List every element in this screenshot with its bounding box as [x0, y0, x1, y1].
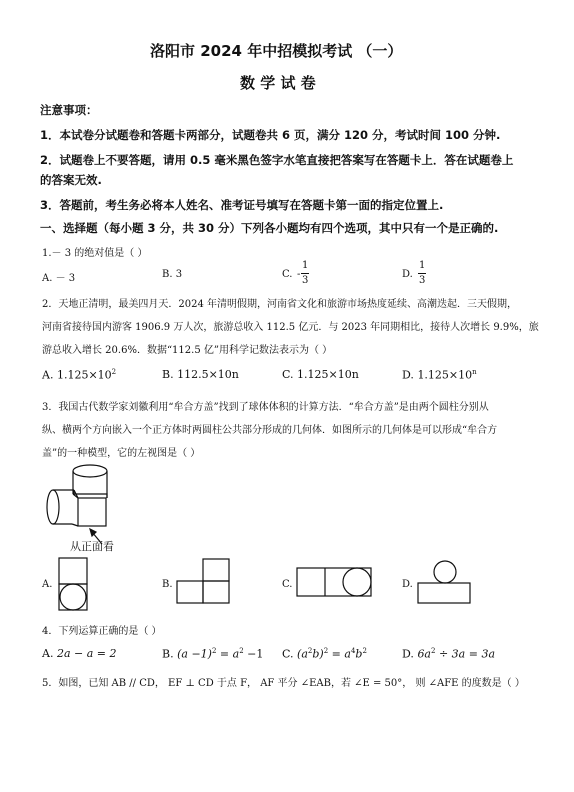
- option-value: － 3: [55, 273, 76, 284]
- fraction-denominator: 3: [302, 275, 309, 286]
- notice-item-3: 3．答题前，考生务必将本人姓名、准考证号填写在答题卡第一面的指定位置上.: [40, 198, 444, 212]
- q4-option-b[interactable]: [162, 647, 263, 661]
- option-label: C.: [282, 647, 294, 661]
- q2-line-3: 游总收入增长 20.6%．数据“112.5 亿”用科学记数法表示为（ ）: [42, 345, 333, 356]
- option-value: 3: [175, 269, 183, 280]
- q2-line-1: 2．天地正清明，最美四月天．2024 年清明假期，河南省文化和旅游市场热度延续、高潮迭起．三天假期，: [42, 299, 517, 310]
- option-label: A.: [42, 273, 53, 284]
- q3-line-2: 纵、横两个方向嵌入一个正方体时两圆柱公共部分形成的几何体．如图所示的几何体是可以形成“牟合方: [42, 425, 498, 436]
- q2-option-d[interactable]: [402, 368, 477, 382]
- q4-option-d[interactable]: [402, 647, 495, 661]
- option-value: 2a − a = 2: [56, 647, 117, 660]
- q3-option-a-figure[interactable]: [57, 556, 89, 612]
- notice-item-1: 1．本试卷分试题卷和答题卡两部分，试题卷共 6 页，满分 120 分，考试时间 100 分钟.: [40, 128, 501, 142]
- front-view-label: 从正面看: [70, 540, 114, 553]
- exponent: 2: [239, 647, 244, 655]
- q4-option-a[interactable]: [42, 647, 117, 660]
- fraction-numerator: 1: [419, 260, 426, 271]
- notice-heading: 注意事项：: [40, 103, 98, 117]
- expr-part: b): [312, 647, 324, 661]
- expr-tail: −1: [243, 647, 264, 661]
- option-value: 1.125×10n: [297, 368, 359, 381]
- q1-option-b[interactable]: [162, 269, 182, 280]
- q1-stem: 1.－ 3 的绝对值是（ ）: [42, 248, 148, 259]
- fraction-denominator: 3: [419, 275, 426, 286]
- q2-option-b[interactable]: [162, 368, 239, 381]
- option-label: D.: [402, 368, 414, 382]
- exponent: 2: [323, 647, 329, 655]
- option-label: A.: [42, 368, 54, 382]
- fraction-sign: -: [297, 269, 301, 280]
- option-label: B.: [162, 647, 174, 661]
- q3-option-b-label[interactable]: B.: [162, 579, 173, 590]
- exponent: 2: [211, 647, 217, 655]
- q2-line-2: 河南省接待国内游客 1906.9 万人次，旅游总收入 112.5 亿元．与 2023 年同期相比，接待人次增长 9.9%，旅: [42, 322, 539, 333]
- exponent: n: [472, 368, 477, 376]
- page-title: 洛阳市 2024 年中招模拟考试 （一）: [150, 42, 403, 60]
- q2-option-a[interactable]: [42, 368, 116, 382]
- option-label: C.: [282, 368, 294, 381]
- notice-item-2-line-2: 的答案无效.: [40, 173, 102, 187]
- q1-option-a[interactable]: [42, 269, 75, 284]
- expr-lhs: 6a: [417, 647, 431, 661]
- expr-part: = a: [328, 647, 351, 661]
- option-value: 112.5×10n: [177, 368, 239, 381]
- expr-part: (a: [297, 647, 308, 661]
- q3-option-a-label[interactable]: A.: [42, 579, 53, 590]
- q3-line-3: 盖”的一种模型，它的左视图是（ ）: [42, 448, 201, 459]
- option-label: B.: [162, 269, 173, 280]
- q3-option-d-figure[interactable]: [416, 560, 472, 606]
- section-1-heading: 一、选择题（每小题 3 分，共 30 分）下列各小题均有四个选项，其中只有一个是正确的.: [40, 221, 499, 235]
- expr-lhs: (a −1): [177, 647, 212, 661]
- q4-option-c[interactable]: [282, 647, 367, 661]
- exponent: 4: [350, 647, 356, 655]
- expr-part: b: [355, 647, 363, 661]
- option-label: C.: [282, 269, 293, 280]
- exponent: 2: [362, 647, 367, 655]
- notice-item-2-line-1: 2．试题卷上不要答题，请用 0.5 毫米黑色签字水笔直接把答案写在答题卡上．答在试题卷上: [40, 153, 514, 167]
- option-value: 1.125×10: [56, 368, 112, 382]
- exponent: 2: [431, 647, 436, 655]
- exponent: 2: [307, 647, 313, 655]
- q4-stem: 4．下列运算正确的是（ ）: [42, 626, 162, 637]
- q3-option-b-figure[interactable]: [175, 557, 233, 605]
- option-label: D.: [402, 647, 414, 661]
- q3-line-1: 3．我国古代数学家刘徽利用“牟合方盖”找到了球体体积的计算方法．“牟合方盖”是由两个圆柱分别从: [42, 402, 489, 413]
- expr-rhs: ÷ 3a = 3a: [435, 647, 496, 661]
- option-value: 1.125×10: [417, 368, 473, 382]
- option-label: D.: [402, 269, 413, 280]
- q5-stem: 5．如图，已知 AB // CD， EF ⊥ CD 于点 F， AF 平分 ∠EAB，若 ∠E = 50°， 则 ∠AFE 的度数是（ ）: [42, 678, 525, 689]
- option-label: A.: [42, 647, 54, 660]
- exponent: 2: [111, 368, 117, 376]
- q3-option-c-label[interactable]: C.: [282, 579, 293, 590]
- page-subtitle: 数 学 试 卷: [240, 74, 316, 92]
- fraction-numerator: 1: [302, 260, 309, 271]
- q3-option-d-label[interactable]: D.: [402, 579, 413, 590]
- q3-option-c-figure[interactable]: [295, 566, 375, 600]
- q2-option-c[interactable]: [282, 368, 359, 381]
- option-label: B.: [162, 368, 174, 381]
- expr-rhs: = a: [216, 647, 240, 661]
